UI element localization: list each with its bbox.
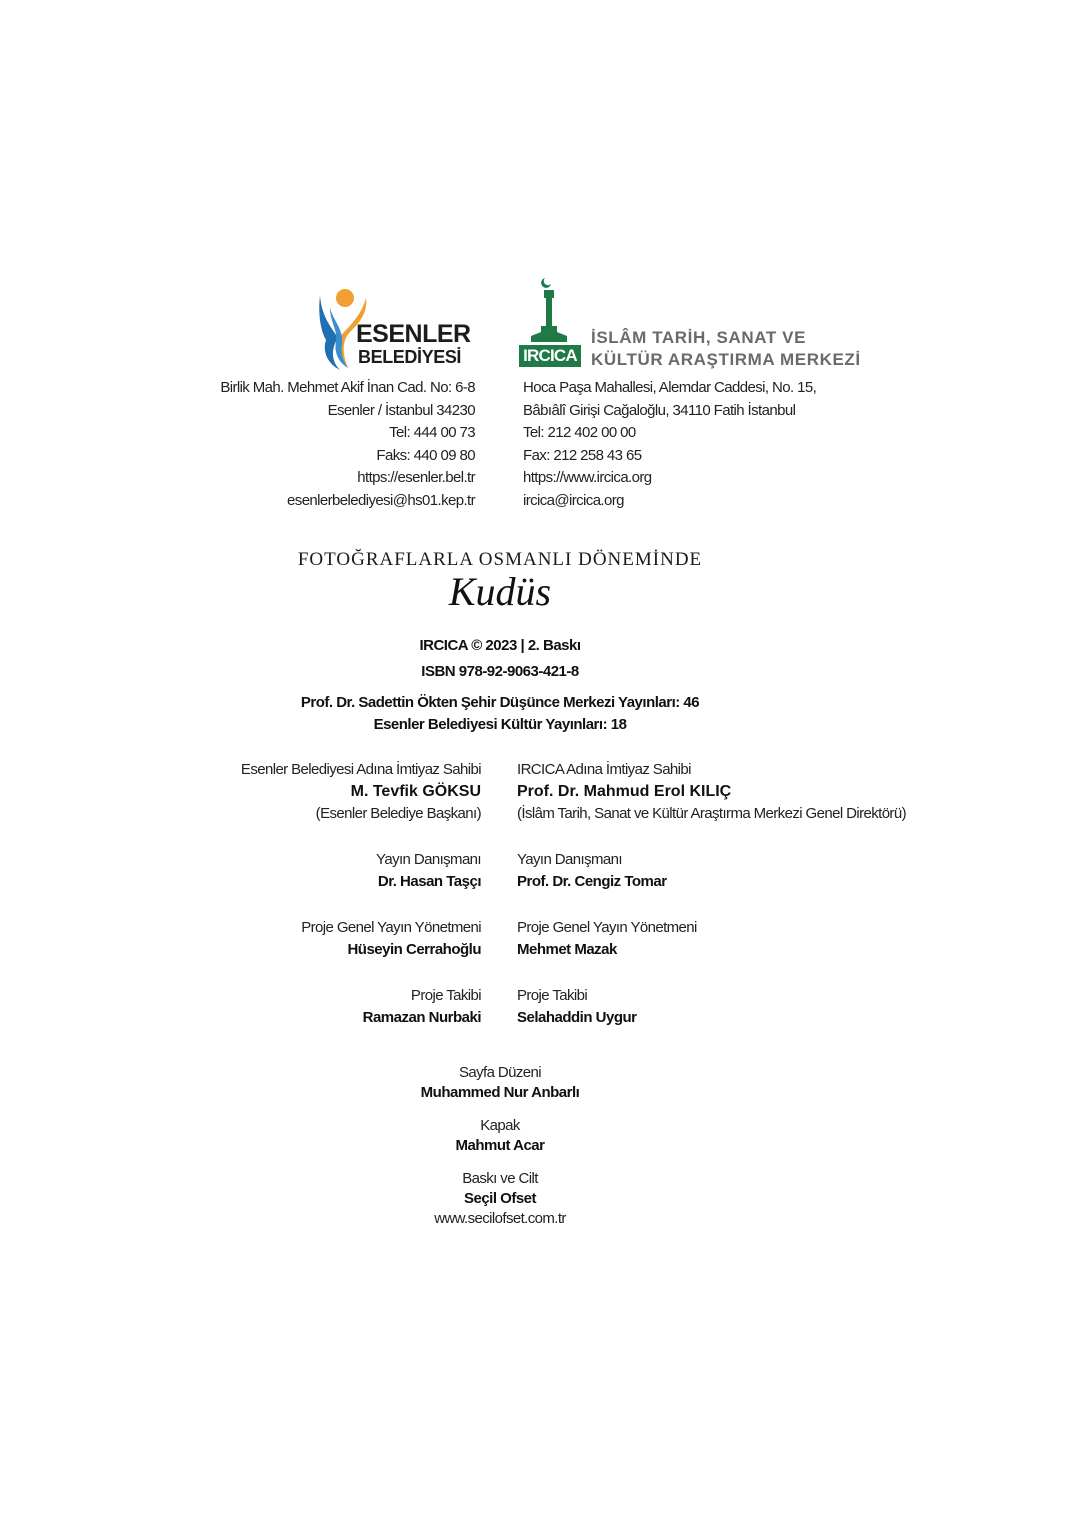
ircica-email: ircica@ircica.org	[523, 491, 624, 509]
credit-name: Hüseyin Cerrahoğlu	[347, 941, 481, 958]
ircica-address-line: Bâbıâlî Girişi Cağaloğlu, 34110 Fatih İstanbul	[523, 401, 796, 419]
series-line-2: Esenler Belediyesi Kültür Yayınları: 18	[373, 716, 627, 733]
credit-name: Prof. Dr. Mahmud Erol KILIÇ	[517, 783, 732, 800]
credit-role: Proje Takibi	[410, 987, 481, 1004]
credit-role: Kapak	[480, 1117, 520, 1134]
credit-name: Ramazan Nurbaki	[362, 1009, 481, 1026]
ircica-logo-text-2: KÜLTÜR ARAŞTIRMA MERKEZİ	[591, 350, 861, 369]
ircica-logo-text-1: İSLÂM TARİH, SANAT VE	[591, 328, 807, 347]
print-credit	[0, 1169, 1000, 1229]
layout-credit	[0, 1063, 1000, 1103]
director-left	[301, 917, 481, 961]
esenler-address-block	[220, 377, 475, 513]
ircica-phone: Tel: 212 402 00 00	[523, 424, 636, 442]
credit-role: Proje Genel Yayın Yönetmeni	[517, 919, 697, 936]
credit-note: (Esenler Belediye Başkanı)	[315, 805, 481, 822]
tracking-left	[363, 985, 481, 1029]
credit-role: Sayfa Düzeni	[458, 1064, 542, 1081]
credit-note: (İslâm Tarih, Sanat ve Kültür Araştırma Merkezi Genel Direktörü)	[517, 805, 906, 822]
owner-right	[517, 759, 906, 825]
ircica-fax: Fax: 212 258 43 65	[523, 446, 642, 464]
printer-website: www.secilofset.com.tr	[434, 1210, 566, 1227]
book-title-line-2: Kudüs	[448, 569, 552, 614]
credit-name: Seçil Ofset	[463, 1190, 537, 1207]
credit-role: Baskı ve Cilt	[462, 1170, 538, 1187]
credit-name: Mehmet Mazak	[517, 941, 617, 958]
credit-name: Dr. Hasan Taşçı	[377, 873, 481, 890]
credit-name: M. Tevfik GÖKSU	[350, 783, 481, 800]
esenler-logo-text-1: ESENLER	[356, 320, 471, 348]
owner-left	[241, 759, 481, 825]
credit-role: Proje Takibi	[517, 987, 588, 1004]
ircica-address-block	[523, 377, 816, 513]
credit-role: IRCICA Adına İmtiyaz Sahibi	[517, 761, 691, 778]
credit-role: Yayın Danışmanı	[517, 851, 622, 868]
isbn-line: ISBN 978-92-9063-421-8	[421, 663, 579, 680]
book-title-line-1: FOTOĞRAFLARLA OSMANLI DÖNEMİNDE	[297, 549, 703, 570]
credit-name: Prof. Dr. Cengiz Tomar	[517, 873, 667, 890]
series-line-1: Prof. Dr. Sadettin Ökten Şehir Düşünce Merkezi Yayınları: 46	[300, 694, 700, 711]
esenler-website: https://esenler.bel.tr	[357, 469, 475, 487]
credit-name: Mahmut Acar	[455, 1137, 545, 1154]
cover-credit	[0, 1116, 1000, 1156]
credit-role: Proje Genel Yayın Yönetmeni	[301, 919, 481, 936]
advisor-left	[376, 849, 481, 893]
ircica-logo	[517, 276, 861, 372]
esenler-logo-text-2: BELEDİYESİ	[358, 347, 462, 367]
credit-role: Yayın Danışmanı	[376, 851, 481, 868]
ircica-address-line: Hoca Paşa Mahallesi, Alemdar Caddesi, No. 15,	[523, 379, 817, 396]
credit-name: Selahaddin Uygur	[517, 1009, 637, 1026]
esenler-email: esenlerbelediyesi@hs01.kep.tr	[287, 491, 475, 509]
ircica-website: https://www.ircica.org	[523, 469, 652, 487]
esenler-address-line: Birlik Mah. Mehmet Akif İnan Cad. No: 6-8	[220, 379, 475, 396]
director-right	[517, 917, 697, 961]
advisor-right	[517, 849, 667, 893]
copyright-line: IRCICA © 2023 | 2. Baskı	[419, 637, 581, 654]
esenler-logo	[318, 288, 478, 372]
credit-role: Esenler Belediyesi Adına İmtiyaz Sahibi	[240, 761, 481, 778]
credit-name: Muhammed Nur Anbarlı	[420, 1084, 580, 1101]
ircica-badge-text: IRCICA	[523, 346, 577, 365]
esenler-address-line: Esenler / İstanbul 34230	[327, 401, 475, 419]
esenler-fax: Faks: 440 09 80	[376, 446, 475, 464]
esenler-phone: Tel: 444 00 73	[389, 424, 475, 442]
tracking-right	[517, 985, 637, 1029]
